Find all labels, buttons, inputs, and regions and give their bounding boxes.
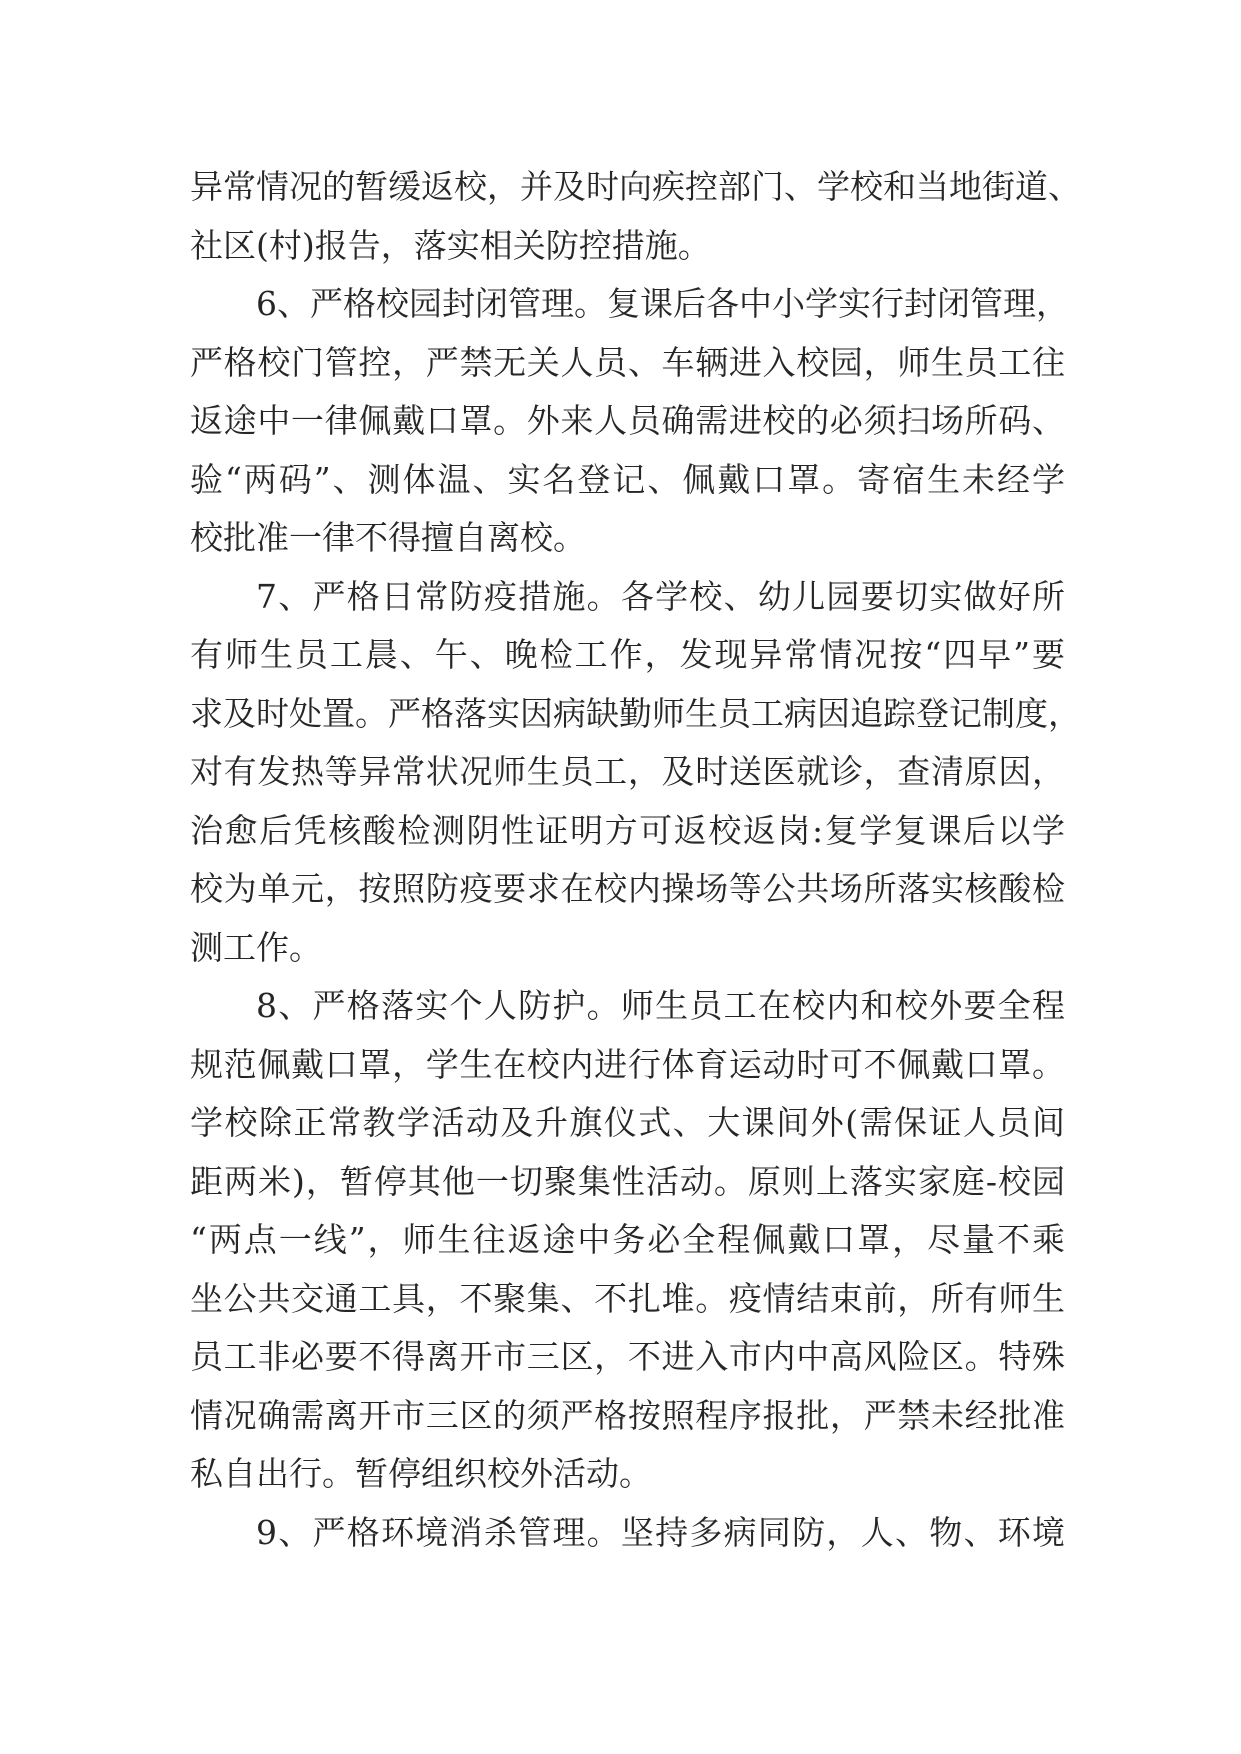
paragraph-7-start: 7、严格日常防疫措施。各学校、幼儿园要切实做好所	[256, 576, 1065, 616]
text-line: “两点一线”，师生往返途中务必全程佩戴口罩，尽量不乘	[190, 1220, 1065, 1259]
text-line: 校批准一律不得擅自离校。	[190, 518, 586, 557]
body-text	[190, 158, 1081, 1562]
text-line: 返途中一律佩戴口罩。外来人员确需进校的必须扫场所码、	[190, 401, 1065, 440]
text-line: 坐公共交通工具，不聚集、不扎堆。疫情结束前，所有师生	[190, 1278, 1065, 1318]
text-line: 社区(村)报告，落实相关防控措施。	[190, 225, 711, 265]
text-line: 严格校门管控，严禁无关人员、车辆进入校园，师生员工往	[190, 342, 1065, 382]
text-line: 异常情况的暂缓返校，并及时向疾控部门、学校和当地街道、	[190, 167, 1081, 206]
paragraph-8-start: 8、严格落实个人防护。师生员工在校内和校外要全程	[256, 986, 1065, 1025]
text-line: 求及时处置。严格落实因病缺勤师生员工病因追踪登记制度，	[190, 693, 1081, 733]
text-line: 情况确需离开市三区的须严格按照程序报批，严禁未经批准	[190, 1395, 1065, 1435]
text-line: 治愈后凭核酸检测阴性证明方可返校返岗:复学复课后以学	[190, 810, 1065, 850]
paragraph-6-start: 6、严格校园封闭管理。复课后各中小学实行封闭管理，	[256, 284, 1069, 323]
text-line: 校为单元，按照防疫要求在校内操场等公共场所落实核酸检	[190, 869, 1065, 908]
text-line: 员工非必要不得离开市三区，不进入市内中高风险区。特殊	[190, 1337, 1065, 1376]
paragraph-9-start: 9、严格环境消杀管理。坚持多病同防，人、物、环境	[256, 1512, 1065, 1552]
text-line: 学校除正常教学活动及升旗仪式、大课间外(需保证人员间	[190, 1103, 1065, 1142]
text-line: 验“两码”、测体温、实名登记、佩戴口罩。寄宿生未经学	[190, 459, 1065, 499]
text-line: 私自出行。暂停组织校外活动。	[190, 1454, 652, 1493]
text-line: 对有发热等异常状况师生员工，及时送医就诊，查清原因，	[190, 752, 1065, 791]
text-line: 规范佩戴口罩，学生在校内进行体育运动时可不佩戴口罩。	[190, 1044, 1065, 1084]
text-line: 测工作。	[190, 927, 322, 967]
text-line: 距两米)，暂停其他一切聚集性活动。原则上落实家庭-校园	[190, 1161, 1065, 1201]
text-line: 有师生员工晨、午、晚检工作，发现异常情况按“四早”要	[190, 635, 1065, 674]
